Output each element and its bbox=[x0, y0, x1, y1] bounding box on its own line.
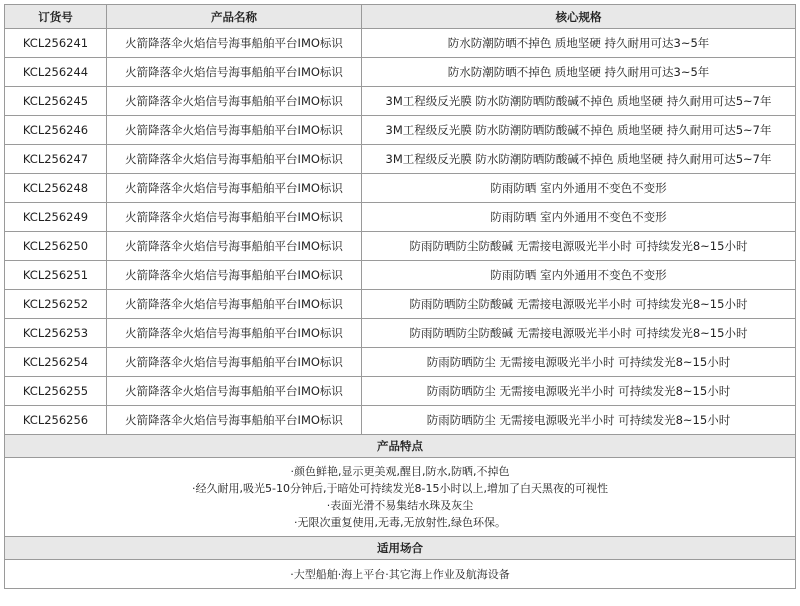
cell-name: 火箭降落伞火焰信号海事船舶平台IMO标识 bbox=[107, 261, 362, 290]
header-name: 产品名称 bbox=[107, 5, 362, 29]
cell-spec: 3M工程级反光膜 防水防潮防晒防酸碱不掉色 质地坚硬 持久耐用可达5~7年 bbox=[362, 87, 796, 116]
cell-code: KCL256256 bbox=[5, 406, 107, 435]
cell-spec: 防雨防晒防尘防酸碱 无需接电源吸光半小时 可持续发光8~15小时 bbox=[362, 319, 796, 348]
table-row bbox=[5, 377, 796, 406]
table-row bbox=[5, 145, 796, 174]
table-row bbox=[5, 58, 796, 87]
product-spec-table-container bbox=[4, 4, 795, 589]
feature-line: ·经久耐用,吸光5-10分钟后,于暗处可持续发光8-15小时以上,增加了白天黑夜的可视性 bbox=[192, 482, 608, 495]
cell-code: KCL256249 bbox=[5, 203, 107, 232]
cell-spec: 防雨防晒防尘 无需接电源吸光半小时 可持续发光8~15小时 bbox=[362, 377, 796, 406]
cell-spec: 防雨防晒 室内外通用不变色不变形 bbox=[362, 261, 796, 290]
cell-spec: 防水防潮防晒不掉色 质地坚硬 持久耐用可达3~5年 bbox=[362, 29, 796, 58]
cell-name: 火箭降落伞火焰信号海事船舶平台IMO标识 bbox=[107, 232, 362, 261]
table-row bbox=[5, 29, 796, 58]
applications-header-row bbox=[5, 537, 796, 560]
features-header-row bbox=[5, 435, 796, 458]
feature-line: ·颜色鲜艳,显示更美观,醒目,防水,防晒,不掉色 bbox=[290, 465, 510, 478]
table-row bbox=[5, 116, 796, 145]
cell-spec: 3M工程级反光膜 防水防潮防晒防酸碱不掉色 质地坚硬 持久耐用可达5~7年 bbox=[362, 145, 796, 174]
cell-spec: 防雨防晒防尘 无需接电源吸光半小时 可持续发光8~15小时 bbox=[362, 406, 796, 435]
table-row bbox=[5, 406, 796, 435]
cell-code: KCL256251 bbox=[5, 261, 107, 290]
table-row bbox=[5, 261, 796, 290]
cell-name: 火箭降落伞火焰信号海事船舶平台IMO标识 bbox=[107, 319, 362, 348]
cell-code: KCL256246 bbox=[5, 116, 107, 145]
table-header-row bbox=[5, 5, 796, 29]
cell-code: KCL256253 bbox=[5, 319, 107, 348]
cell-name: 火箭降落伞火焰信号海事船舶平台IMO标识 bbox=[107, 377, 362, 406]
applications-row bbox=[5, 560, 796, 589]
cell-code: KCL256248 bbox=[5, 174, 107, 203]
cell-name: 火箭降落伞火焰信号海事船舶平台IMO标识 bbox=[107, 174, 362, 203]
cell-spec: 防雨防晒 室内外通用不变色不变形 bbox=[362, 174, 796, 203]
applications-title: 适用场合 bbox=[5, 537, 796, 560]
cell-name: 火箭降落伞火焰信号海事船舶平台IMO标识 bbox=[107, 290, 362, 319]
cell-spec: 防雨防晒防尘防酸碱 无需接电源吸光半小时 可持续发光8~15小时 bbox=[362, 290, 796, 319]
header-code: 订货号 bbox=[5, 5, 107, 29]
cell-name: 火箭降落伞火焰信号海事船舶平台IMO标识 bbox=[107, 87, 362, 116]
cell-spec: 防雨防晒防尘 无需接电源吸光半小时 可持续发光8~15小时 bbox=[362, 348, 796, 377]
feature-line: ·无限次重复使用,无毒,无放射性,绿色环保。 bbox=[294, 516, 506, 529]
cell-name: 火箭降落伞火焰信号海事船舶平台IMO标识 bbox=[107, 58, 362, 87]
cell-name: 火箭降落伞火焰信号海事船舶平台IMO标识 bbox=[107, 29, 362, 58]
cell-spec: 防雨防晒 室内外通用不变色不变形 bbox=[362, 203, 796, 232]
cell-name: 火箭降落伞火焰信号海事船舶平台IMO标识 bbox=[107, 116, 362, 145]
table-row bbox=[5, 203, 796, 232]
header-spec: 核心规格 bbox=[362, 5, 796, 29]
cell-spec: 防水防潮防晒不掉色 质地坚硬 持久耐用可达3~5年 bbox=[362, 58, 796, 87]
cell-code: KCL256252 bbox=[5, 290, 107, 319]
cell-code: KCL256245 bbox=[5, 87, 107, 116]
cell-code: KCL256241 bbox=[5, 29, 107, 58]
cell-code: KCL256247 bbox=[5, 145, 107, 174]
cell-code: KCL256250 bbox=[5, 232, 107, 261]
cell-name: 火箭降落伞火焰信号海事船舶平台IMO标识 bbox=[107, 203, 362, 232]
cell-spec: 防雨防晒防尘防酸碱 无需接电源吸光半小时 可持续发光8~15小时 bbox=[362, 232, 796, 261]
table-row bbox=[5, 232, 796, 261]
cell-code: KCL256255 bbox=[5, 377, 107, 406]
table-row bbox=[5, 290, 796, 319]
features-row bbox=[5, 458, 796, 537]
product-spec-table bbox=[4, 4, 796, 589]
cell-code: KCL256254 bbox=[5, 348, 107, 377]
applications-text: ·大型船舶·海上平台·其它海上作业及航海设备 bbox=[5, 560, 796, 589]
cell-name: 火箭降落伞火焰信号海事船舶平台IMO标识 bbox=[107, 348, 362, 377]
cell-name: 火箭降落伞火焰信号海事船舶平台IMO标识 bbox=[107, 145, 362, 174]
table-row bbox=[5, 87, 796, 116]
cell-spec: 3M工程级反光膜 防水防潮防晒防酸碱不掉色 质地坚硬 持久耐用可达5~7年 bbox=[362, 116, 796, 145]
cell-code: KCL256244 bbox=[5, 58, 107, 87]
table-row bbox=[5, 348, 796, 377]
table-row bbox=[5, 319, 796, 348]
features-title: 产品特点 bbox=[5, 435, 796, 458]
table-row bbox=[5, 174, 796, 203]
feature-line: ·表面光滑不易集结水珠及灰尘 bbox=[326, 499, 474, 512]
cell-name: 火箭降落伞火焰信号海事船舶平台IMO标识 bbox=[107, 406, 362, 435]
features-list bbox=[5, 458, 796, 537]
